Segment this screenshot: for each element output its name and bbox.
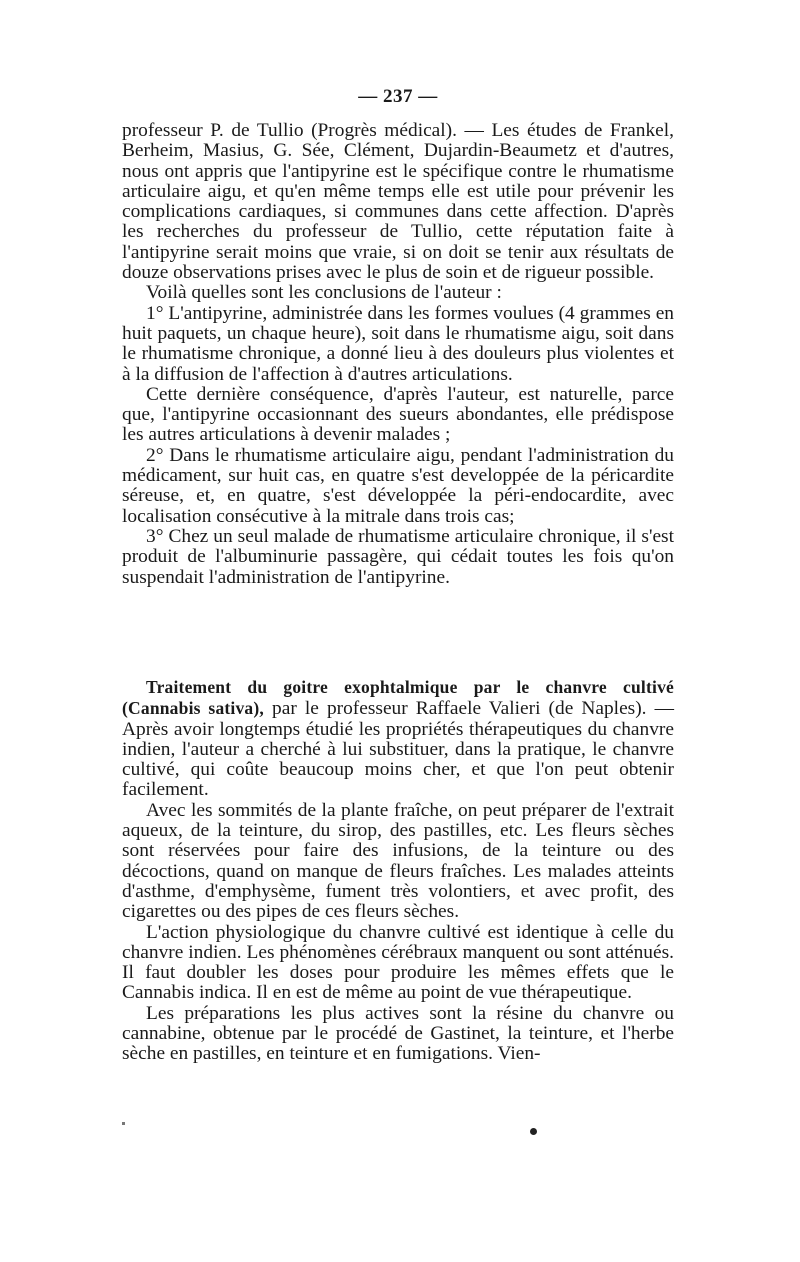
- page-number: — 237 —: [358, 86, 438, 107]
- section-antipyrine: [122, 121, 674, 588]
- paragraph: L'action physiologique du chanvre cultivé est identique à celle du chanvre indien. Les phénomènes cérébraux manquent ou sont atténués. Il faut doubler les doses pour produire les mêmes effets que le Cannabis indica. Il en est de même au point de vue thérapeutique.: [122, 921, 674, 1004]
- section-heading: Traitement du goitre exophtalmique par le chanvre cultivé (Cannabis sativa),: [122, 677, 674, 719]
- paragraph: Les préparations les plus actives sont la résine du chanvre ou cannabine, obtenue par le procédé de Gastinet, la teinture, et l'herbe sèche en pastilles, en teinture et en fumigations. Vien-: [122, 1002, 674, 1065]
- ink-dot: [530, 1128, 537, 1135]
- paragraph: Voilà quelles sont les conclusions de l'auteur :: [146, 282, 502, 304]
- paragraph: professeur P. de Tullio (Progrès médical). — Les études de Frankel, Berheim, Masius, G. Sée, Clément, Dujardin-Beaumetz et d'autres, nous ont appris que l'antipyrine est le spécifique contre le rhumatisme articulaire aigu, et qu'en même temps elle est utile pour prévenir les complications cardiaques, si communes dans cette affection. D'après les recherches du professeur de Tullio, cette réputation faite à l'antipyrine serait moins que vraie, si on doit se tenir aux résultats de douze observations prises avec le plus de soin et de rigueur possible.: [122, 120, 674, 284]
- heading-continuation: par le professeur Raffaele Valieri (de Naples). — Après avoir longtemps étudié les propriétés thérapeutiques du chanvre indien, l'auteur a cherché à lui substituer, dans la pratique, le chanvre cultivé, qui coûte beaucoup moins cher, et que l'on peut obtenir facilement.: [122, 698, 674, 801]
- paragraph: 2° Dans le rhumatisme articulaire aigu, pendant l'administration du médicament, sur huit cas, en quatre s'est developpée de la péricardite séreuse, et, en quatre, s'est développée la péri-endocardite, avec localisation consécutive à la mitrale dans trois cas;: [122, 444, 674, 527]
- ink-speck: [122, 1122, 125, 1125]
- paragraph: 1° L'antipyrine, administrée dans les formes voulues (4 grammes en huit paquets, un chaque heure), soit dans le rhumatisme aigu, soit dans le rhumatisme chronique, a donné lieu à des douleurs plus violentes et à la diffusion de l'affection à d'autres articulations.: [122, 302, 674, 385]
- paragraph: Cette dernière conséquence, d'après l'auteur, est naturelle, parce que, l'antipyrine occasionnant des sueurs abondantes, elle prédispose les autres articulations à devenir malades ;: [122, 383, 674, 446]
- paragraph: Avec les sommités de la plante fraîche, on peut préparer de l'extrait aqueux, de la teinture, du sirop, des pastilles, etc. Les fleurs sèches sont réservées pour faire des infusions, de la teinture ou des décoctions, quand on manque de fleurs fraîches. Les malades atteints d'asthme, d'emphysème, fument très volontiers, et avec profit, des cigarettes ou des pipes de ces fleurs sèches.: [122, 799, 674, 923]
- paragraph: 3° Chez un seul malade de rhumatisme articulaire chronique, il s'est produit de l'albuminurie passagère, qui cédait toutes les fois qu'on suspendait l'administration de l'antipyrine.: [122, 525, 674, 588]
- section-goitre-cannabis: [122, 677, 674, 1065]
- section-heading-paragraph: [122, 677, 674, 801]
